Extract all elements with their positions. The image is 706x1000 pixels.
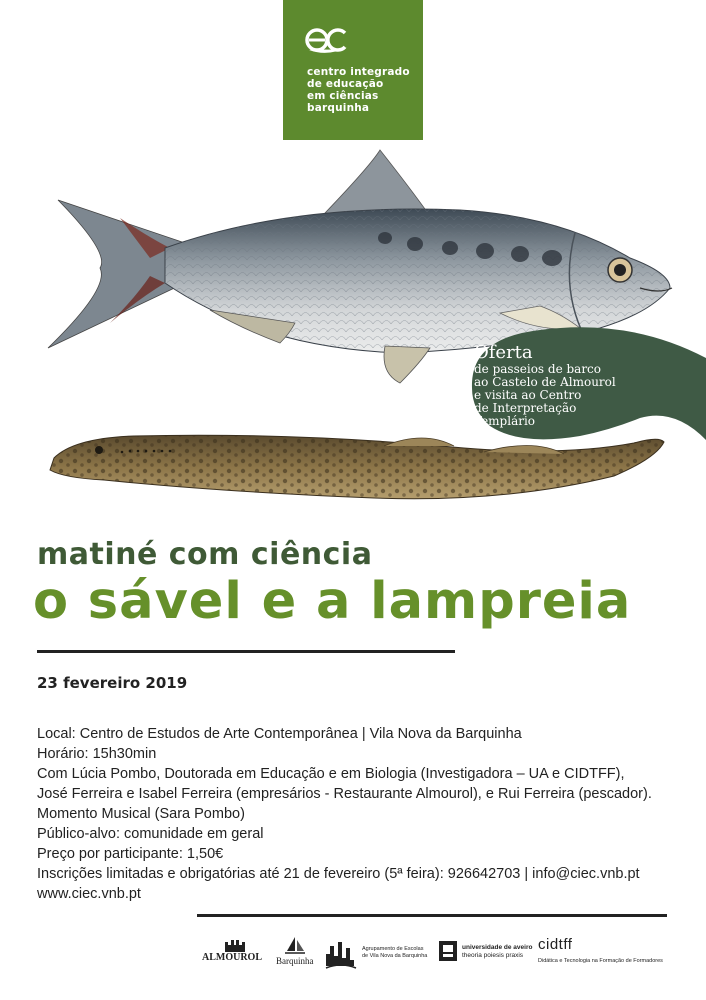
event-title: o sável e a lampreia xyxy=(33,572,632,631)
ua-line: theoria poiesis praxis xyxy=(462,952,524,959)
agrupamento-label xyxy=(362,946,427,960)
almourol-label: ALMOUROL xyxy=(202,952,262,963)
detail-audience: Público-alvo: comunidade em geral xyxy=(37,826,264,842)
ua-label xyxy=(462,944,532,960)
agrupamento-logo xyxy=(324,936,434,976)
logo-box xyxy=(283,0,423,140)
sailboat-icon xyxy=(284,936,306,956)
offer-title: Oferta xyxy=(474,342,533,363)
divider xyxy=(37,650,455,653)
logo-text xyxy=(307,66,410,114)
offer-line: de Interpretação xyxy=(474,401,577,415)
offer-line: de passeios de barco xyxy=(474,362,602,376)
detail-price: Preço por participante: 1,50€ xyxy=(37,846,224,862)
event-details xyxy=(37,724,652,904)
cidtff-sub: Didática e Tecnologia na Formação de Formadores xyxy=(538,958,663,964)
logo-line: centro integrado xyxy=(307,66,410,78)
detail-registration: Inscrições limitadas e obrigatórias até 21 de fevereiro (5ª feira): 926642703 | info@ciec.vnb.pt xyxy=(37,866,640,882)
offer-line: ao Castelo de Almourol xyxy=(474,375,616,389)
ua-logo xyxy=(438,936,533,976)
ec-logo-icon xyxy=(305,28,351,54)
almourol-logo xyxy=(202,936,268,976)
logo-line: de educação xyxy=(307,78,384,90)
detail-website: www.ciec.vnb.pt xyxy=(37,886,141,902)
detail-speakers: Com Lúcia Pombo, Doutorada em Educação e em Biologia (Investigadora – UA e CIDTFF), xyxy=(37,766,625,782)
event-date: 23 fevereiro 2019 xyxy=(37,674,188,692)
cidtff-logo xyxy=(536,936,668,976)
offer-text xyxy=(474,343,634,428)
ua-emblem-icon xyxy=(438,940,458,962)
detail-time: Horário: 15h30min xyxy=(37,746,157,762)
barquinha-logo xyxy=(274,936,318,976)
logo-line: barquinha xyxy=(307,102,370,114)
ua-line: universidade de aveiro xyxy=(462,944,533,951)
sponsor-logos xyxy=(198,936,668,976)
offer-line: e visita ao Centro xyxy=(474,388,582,402)
offer-line: Templário xyxy=(474,414,536,428)
cidtff-label: cidtff xyxy=(538,936,573,953)
detail-music: Momento Musical (Sara Pombo) xyxy=(37,806,245,822)
event-subtitle: matiné com ciência xyxy=(37,537,373,572)
agrupamento-line: Agrupamento de Escolas xyxy=(362,946,424,952)
divider xyxy=(197,914,667,917)
detail-location: Local: Centro de Estudos de Arte Contemporânea | Vila Nova da Barquinha xyxy=(37,726,522,742)
barquinha-label: Barquinha xyxy=(276,956,314,966)
agrupamento-line: de Vila Nova da Barquinha xyxy=(362,953,428,959)
school-logo-icon xyxy=(324,936,358,970)
castle-icon xyxy=(224,938,246,952)
detail-speakers-cont: José Ferreira e Isabel Ferreira (empresários - Restaurante Almourol), e Rui Ferreira (pescador). xyxy=(37,786,652,802)
logo-line: em ciências xyxy=(307,90,379,102)
